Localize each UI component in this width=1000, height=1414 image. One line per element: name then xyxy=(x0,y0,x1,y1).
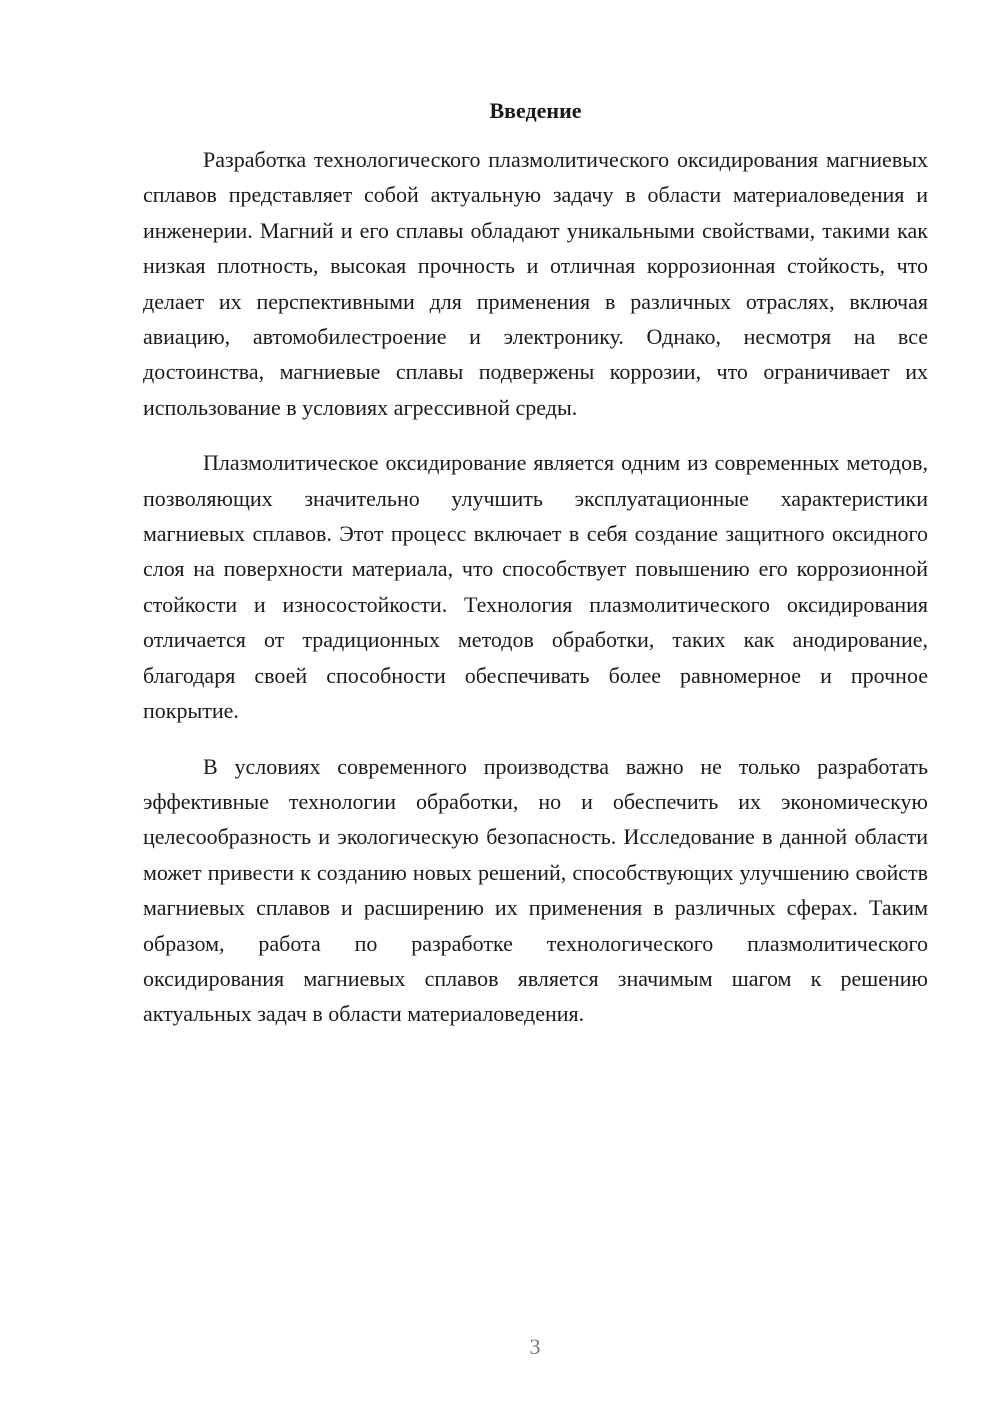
section-heading: Введение xyxy=(489,98,582,123)
body-text xyxy=(143,142,928,1052)
page-number: 3 xyxy=(529,1334,541,1359)
paragraph-3: В условиях современного производства важно не только разработать эффективные технологии обработки, но и обеспечить их экономическую целесообразность и экологическую безопасность. Исследование в данной области может привести к созданию новых решений, способствующих улучшению свойств магниевых сплавов и расширению их применения в различных сферах. Таким образом, работа по разработке технологического плазмолитического оксидирования магниевых сплавов является значимым шагом к решению актуальных задач в области материаловедения. xyxy=(143,753,928,1027)
paragraph-2: Плазмолитическое оксидирование является одним из современных методов, позволяющих значительно улучшить эксплуатационные характеристики магниевых сплавов. Этот процесс включает в себя создание защитного оксидного слоя на поверхности материала, что способствует повышению его коррозионной стойкости и износостойкости. Технология плазмолитического оксидирования отличается от традиционных методов обработки, таких как анодирование, благодаря своей способности обеспечивать более равномерное и прочное покрытие. xyxy=(143,450,928,724)
paragraph-1: Разработка технологического плазмолитического оксидирования магниевых сплавов представляет собой актуальную задачу в области материаловедения и инженерии. Магний и его сплавы обладают уникальными свойствами, такими как низкая плотность, высокая прочность и отличная коррозионная стойкость, что делает их перспективными для применения в различных отраслях, включая авиацию, автомобилестроение и электронику. Однако, несмотря на все достоинства, магниевые сплавы подвержены коррозии, что ограничивает их использование в условиях агрессивной среды. xyxy=(143,147,928,420)
